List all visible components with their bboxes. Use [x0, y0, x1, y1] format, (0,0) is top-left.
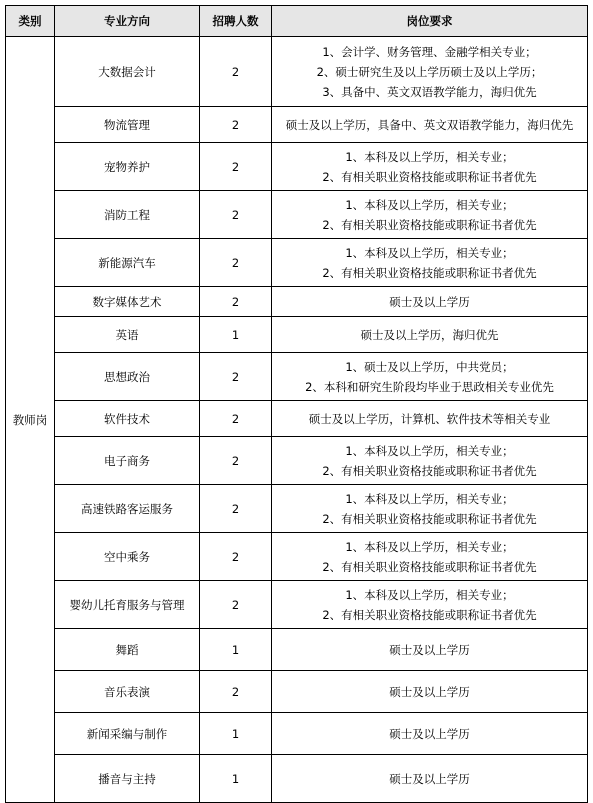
table-row [6, 107, 588, 143]
major-cell: 物流管理 [55, 107, 200, 143]
count-cell: 1 [200, 629, 272, 671]
requirement-line: 2、有相关职业资格技能或职称证书者优先 [322, 169, 537, 184]
count-cell: 2 [200, 107, 272, 143]
category-cell: 教师岗 [6, 37, 55, 803]
requirements-cell [272, 401, 588, 437]
requirement-line: 2、有相关职业资格技能或职称证书者优先 [322, 265, 537, 280]
requirement-line: 硕士及以上学历，海归优先 [360, 327, 499, 342]
requirement-line: 2、有相关职业资格技能或职称证书者优先 [322, 607, 537, 622]
major-cell: 新闻采编与制作 [55, 713, 200, 755]
requirements-cell [272, 485, 588, 533]
requirements-cell [272, 629, 588, 671]
major-cell: 播音与主持 [55, 755, 200, 803]
requirement-line: 2、本科和研究生阶段均毕业于思政相关专业优先 [305, 379, 554, 394]
table-row [6, 437, 588, 485]
table-row [6, 533, 588, 581]
requirement-line: 硕士及以上学历，计算机、软件技术等相关专业 [308, 411, 551, 426]
requirements-cell [272, 581, 588, 629]
header-requirements: 岗位要求 [272, 6, 588, 37]
requirements-cell [272, 755, 588, 803]
major-cell: 英语 [55, 317, 200, 353]
table-row [6, 713, 588, 755]
count-cell: 1 [200, 713, 272, 755]
requirements-cell [272, 437, 588, 485]
count-cell: 2 [200, 437, 272, 485]
major-cell: 软件技术 [55, 401, 200, 437]
major-cell: 婴幼儿托育服务与管理 [55, 581, 200, 629]
count-cell: 1 [200, 317, 272, 353]
requirement-line: 硕士及以上学历，具备中、英文双语教学能力，海归优先 [285, 117, 574, 132]
requirement-line: 1、本科及以上学历，相关专业； [345, 587, 514, 602]
requirement-line: 硕士及以上学历 [389, 642, 470, 657]
major-cell: 数字媒体艺术 [55, 287, 200, 317]
requirement-line: 1、硕士及以上学历，中共党员； [345, 359, 514, 374]
table-row [6, 755, 588, 803]
header-row [6, 6, 588, 37]
count-cell: 2 [200, 581, 272, 629]
table-row [6, 317, 588, 353]
requirements-cell [272, 533, 588, 581]
count-cell: 2 [200, 143, 272, 191]
requirement-line: 2、有相关职业资格技能或职称证书者优先 [322, 559, 537, 574]
requirements-cell [272, 671, 588, 713]
major-cell: 大数据会计 [55, 37, 200, 107]
recruitment-table [5, 5, 588, 803]
count-cell: 2 [200, 37, 272, 107]
count-cell: 1 [200, 755, 272, 803]
requirement-line: 硕士及以上学历 [389, 726, 470, 741]
requirement-line: 1、本科及以上学历，相关专业； [345, 245, 514, 260]
requirement-line: 1、本科及以上学历，相关专业； [345, 197, 514, 212]
requirement-line: 1、会计学、财务管理、金融学相关专业； [322, 44, 537, 59]
requirement-line: 1、本科及以上学历，相关专业； [345, 443, 514, 458]
count-cell: 2 [200, 287, 272, 317]
table-row [6, 581, 588, 629]
major-cell: 舞蹈 [55, 629, 200, 671]
requirement-line: 2、有相关职业资格技能或职称证书者优先 [322, 463, 537, 478]
header-category: 类别 [6, 6, 55, 37]
requirements-cell [272, 143, 588, 191]
count-cell: 2 [200, 671, 272, 713]
requirements-cell [272, 191, 588, 239]
major-cell: 空中乘务 [55, 533, 200, 581]
table-row [6, 629, 588, 671]
requirement-line: 硕士及以上学历 [389, 771, 470, 786]
major-cell: 音乐表演 [55, 671, 200, 713]
major-cell: 宠物养护 [55, 143, 200, 191]
requirements-cell [272, 239, 588, 287]
requirements-cell [272, 37, 588, 107]
requirement-line: 1、本科及以上学历，相关专业； [345, 149, 514, 164]
requirement-line: 1、本科及以上学历，相关专业； [345, 491, 514, 506]
count-cell: 2 [200, 533, 272, 581]
count-cell: 2 [200, 191, 272, 239]
count-cell: 2 [200, 239, 272, 287]
table-row [6, 37, 588, 107]
table-row [6, 143, 588, 191]
count-cell: 2 [200, 353, 272, 401]
requirement-line: 硕士及以上学历 [389, 684, 470, 699]
requirement-line: 2、有相关职业资格技能或职称证书者优先 [322, 217, 537, 232]
requirement-line: 3、具备中、英文双语教学能力，海归优先 [322, 84, 537, 99]
major-cell: 思想政治 [55, 353, 200, 401]
table-row [6, 353, 588, 401]
requirement-line: 硕士及以上学历 [389, 294, 470, 309]
count-cell: 2 [200, 401, 272, 437]
major-cell: 新能源汽车 [55, 239, 200, 287]
requirements-cell [272, 107, 588, 143]
requirement-line: 2、硕士研究生及以上学历硕士及以上学历； [316, 64, 543, 79]
table-row [6, 485, 588, 533]
requirements-cell [272, 713, 588, 755]
table-row [6, 191, 588, 239]
count-cell: 2 [200, 485, 272, 533]
table-row [6, 671, 588, 713]
requirement-line: 2、有相关职业资格技能或职称证书者优先 [322, 511, 537, 526]
requirements-cell [272, 353, 588, 401]
major-cell: 电子商务 [55, 437, 200, 485]
requirements-cell [272, 317, 588, 353]
header-major: 专业方向 [55, 6, 200, 37]
requirements-cell [272, 287, 588, 317]
table-body [6, 37, 588, 803]
table-row [6, 239, 588, 287]
table-row [6, 401, 588, 437]
major-cell: 高速铁路客运服务 [55, 485, 200, 533]
table-row [6, 287, 588, 317]
header-count: 招聘人数 [200, 6, 272, 37]
requirement-line: 1、本科及以上学历，相关专业； [345, 539, 514, 554]
major-cell: 消防工程 [55, 191, 200, 239]
